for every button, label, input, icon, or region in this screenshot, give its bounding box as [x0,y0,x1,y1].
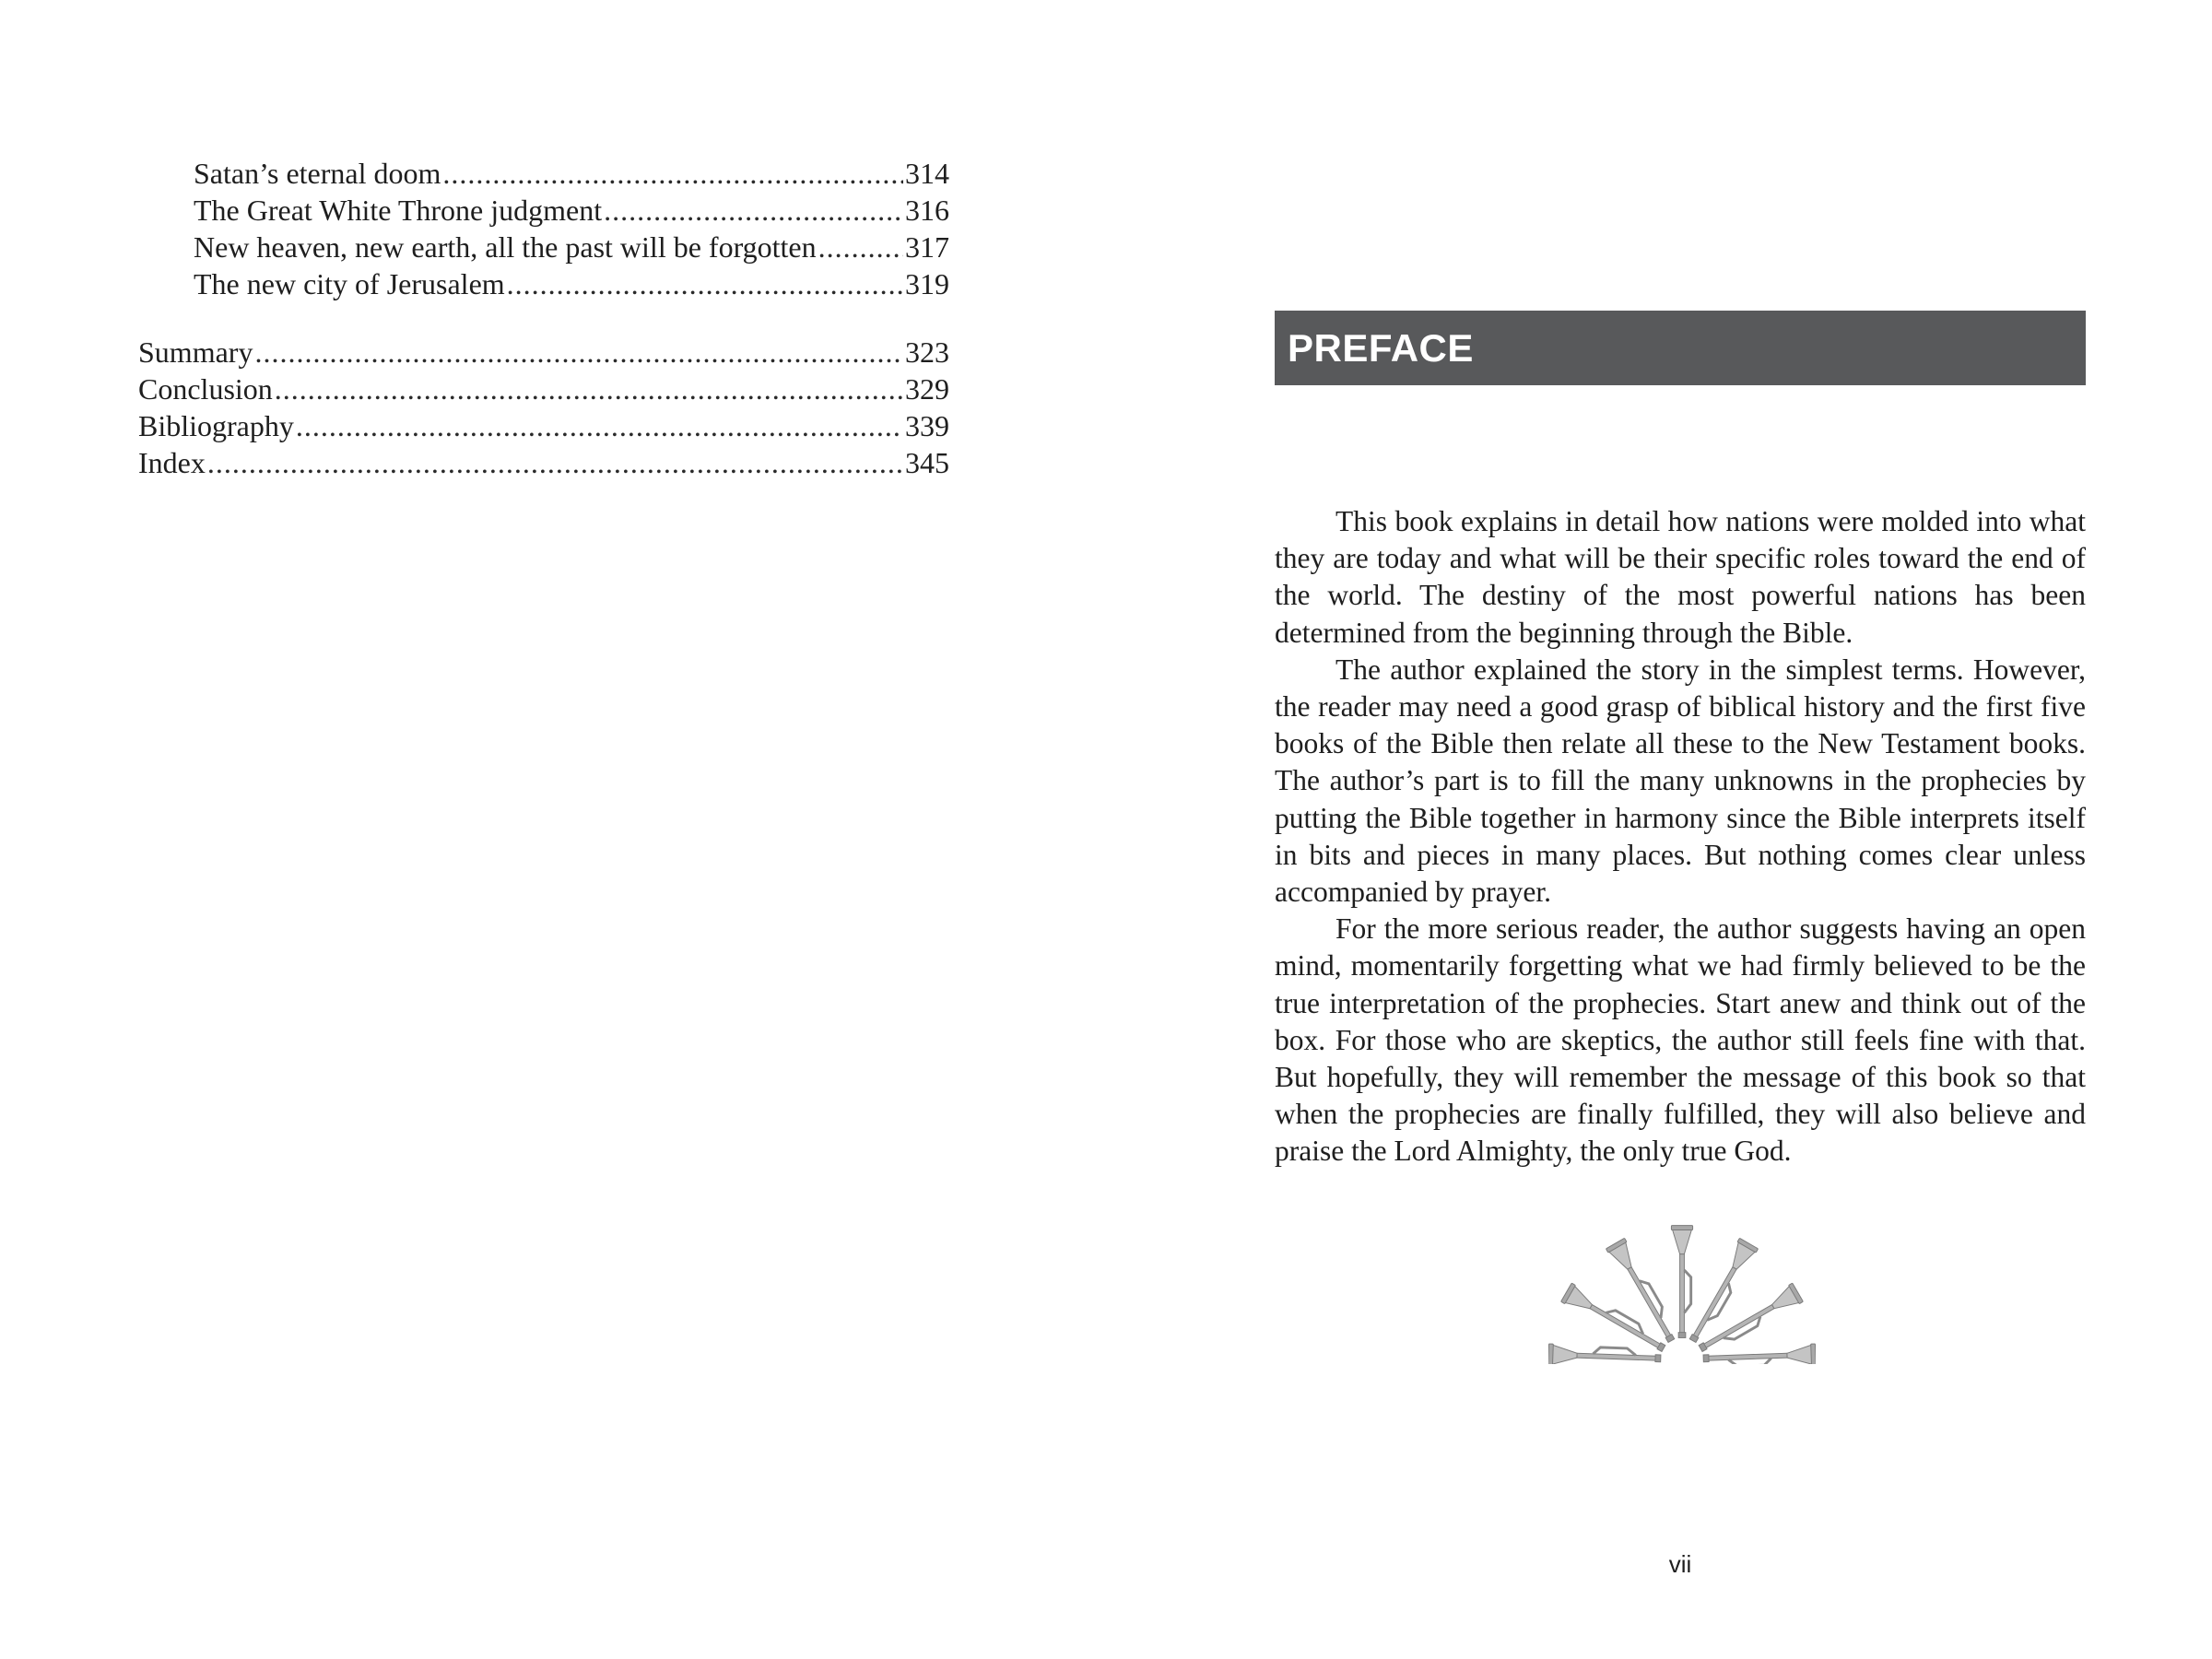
preface-banner [1275,311,2086,385]
toc-dot-leader [254,334,903,371]
preface-heading: PREFACE [1288,325,1474,370]
toc-entry-title: Satan’s eternal doom [194,157,441,190]
toc-entry[interactable] [138,155,949,192]
toc-entry[interactable] [138,265,949,302]
toc-entry-page: 316 [905,194,949,227]
toc-entry-title: Bibliography [138,409,294,442]
toc-entry-page: 323 [905,335,949,369]
toc-dot-leader [275,371,903,407]
toc-entry-page: 329 [905,372,949,406]
toc-entry-title: The new city of Jerusalem [194,267,505,300]
toc-entry[interactable] [138,407,949,444]
toc-entry-page: 317 [905,230,949,264]
toc-entry-title: Index [138,446,206,479]
toc-dot-leader [296,407,903,444]
toc-entry-page: 319 [905,267,949,300]
toc-dot-leader [818,229,903,265]
toc-entry-title: New heaven, new earth, all the past will be forgotten [194,230,817,264]
toc-entry-page: 314 [905,157,949,190]
toc-dot-leader [604,192,903,229]
toc-entry[interactable] [138,371,949,407]
toc-entry[interactable] [138,192,949,229]
toc-entry[interactable] [138,229,949,265]
toc-entry-title: Conclusion [138,372,273,406]
toc-dot-leader [507,265,903,302]
preface-paragraph: For the more serious reader, the author suggests having an open mind, momentarily forgetting what we had firmly believed to be the true interpretation of the prophecies. Start anew and think out of the box. For those who are skeptics, the author still feels fine with that. But hopefully, they will remember the message of this book so that when the prophecies are finally fulfilled, they will also believe and praise the Lord Almighty, the only true God. [1275,912,2086,1168]
toc-entry-page: 345 [905,446,949,479]
toc-entry-page: 339 [905,409,949,442]
trumpets-fan-icon [1548,1203,1816,1364]
toc-entry-title: Summary [138,335,253,369]
toc-dot-leader [442,155,903,192]
toc-entry[interactable] [138,444,949,481]
toc-entry[interactable] [138,334,949,371]
preface-body [1275,503,2086,1171]
table-of-contents [138,155,949,481]
page-number: vii [1668,1550,1692,1578]
toc-entry-title: The Great White Throne judgment [194,194,603,227]
toc-dot-leader [207,444,903,481]
preface-paragraph: This book explains in detail how nations were molded into what they are today and what will be their specific roles toward the end of the world. The destiny of the most powerful nations has been determined from the beginning through the Bible. [1275,505,2086,649]
preface-paragraph: The author explained the story in the simplest terms. However, the reader may need a good grasp of biblical history and the first five books of the Bible then relate all these to the New Testament books. The author’s part is to fill the many unknowns in the prophecies by putting the Bible together in harmony since the Bible interprets itself in bits and pieces in many places. But nothing comes clear unless accompanied by prayer. [1275,653,2086,909]
